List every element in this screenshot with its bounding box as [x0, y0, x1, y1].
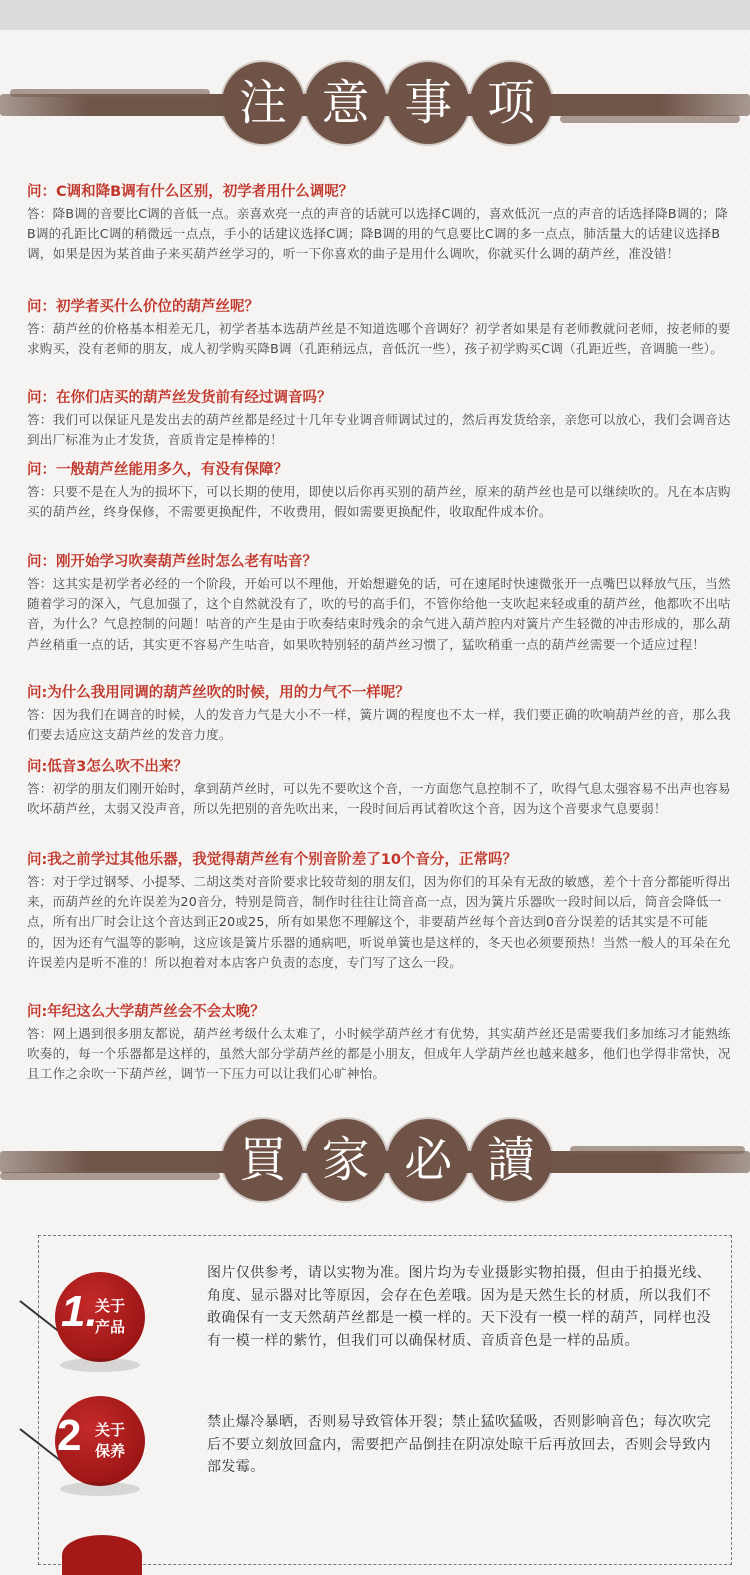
- banner-title-char: 必: [387, 1119, 469, 1201]
- banner-title-char: 買: [222, 1119, 304, 1201]
- badge-label: 关于产品: [95, 1297, 126, 1336]
- notice-text: 禁止爆冷暴晒，否则易导致管体开裂；禁止猛吹猛吸，否则影响音色；每次吹完后不要立刻放回盒内，需要把产品倒挂在阴凉处晾干后再放回去，否则会导致内部发霉。: [207, 1414, 711, 1476]
- brush-stroke-accent: [10, 89, 210, 97]
- faq-question: 问：在你们店买的葫芦丝发货前有经过调音吗？: [27, 390, 332, 406]
- banner-title-char: 项: [470, 62, 552, 144]
- top-bar: [0, 0, 750, 30]
- brush-stroke-accent: [560, 115, 740, 123]
- faq-answer: 答：我们可以保证凡是发出去的葫芦丝都是经过十几年专业调音师调试过的，然后再发货给亲，亲您可以放心，我们会调音达到出厂标准为止才发货，音质肯定是棒棒的！: [27, 412, 731, 448]
- notice-badge: [55, 1272, 145, 1362]
- notice-badge-partial: [62, 1535, 142, 1575]
- badge-shadow: [60, 1358, 140, 1372]
- faq-item: [27, 297, 733, 359]
- badge-label: 关于保养: [95, 1421, 126, 1460]
- faq-question: 问：一般葫芦丝能用多久，有没有保障？: [27, 462, 288, 478]
- brush-stroke-accent: [0, 1172, 220, 1180]
- faq-answer: 答：对于学过钢琴、小提琴、二胡这类对音阶要求比较苛刻的朋友们，因为你们的耳朵有无敌的敏感，差个十音分都能听得出来，而葫芦丝的允许误差为20音分，特别是筒音，制作时往往让筒音高一点，因为簧片乐器吹一段时间以后，筒音会降低一点，所有出厂时会让这个音达到正20或25，所有如果您不理解这个，非要葫芦丝每个音达到0音分误差的话其实是不可能的，因为还有气温等的影响，这应该是簧片乐器的通病吧，听说单簧也是这样的，冬天也必须要预热！当然一般人的耳朵在允许误差内是听不准的！所以抱着对本店客户负责的态度，专门写了这么一段。: [27, 874, 731, 970]
- notice-banner: [0, 55, 750, 155]
- faq-question: 问:我之前学过其他乐器，我觉得葫芦丝有个别音阶差了10个音分，正常吗？: [27, 852, 517, 868]
- banner-title-char: 注: [222, 62, 304, 144]
- banner-title: [222, 62, 552, 148]
- faq-item: [27, 388, 733, 450]
- faq-item: [27, 757, 733, 819]
- faq-item: [27, 182, 733, 265]
- faq-question: 问：初学者买什么价位的葫芦丝呢？: [27, 299, 259, 315]
- banner-title-char: 家: [305, 1119, 387, 1201]
- badge-shadow: [60, 1482, 140, 1496]
- faq-answer: 答：初学的朋友们刚开始时，拿到葫芦丝时，可以先不要吹这个音，一方面您气息控制不了，吹得气息太强容易不出声也容易吹坏葫芦丝，太弱又没声音，所以先把别的音先吹出来，一段时间后再试着吹这个音，因为这个音要求气息要弱！: [27, 781, 731, 817]
- faq-answer: 答：这其实是初学者必经的一个阶段，开始可以不理他，开始想避免的话，可在速尾时快速微张开一点嘴巴以释放气压，当然随着学习的深入，气息加强了，这个自然就没有了，吹的号的高手们，不管你给他一支吹起来轻或重的葫芦丝，他都吹不出咕音，为什么？气息控制的问题！咕音的产生是由于吹奏结束时残余的余气进入葫芦腔内对簧片产生轻微的冲击形成的，那么葫芦丝稍重一点的话，其实更不容易产生咕音，如果吹特别轻的葫芦丝习惯了，猛吹稍重一点的葫芦丝需要一个适应过程！: [27, 576, 731, 652]
- faq-question: 问:年纪这么大学葫芦丝会不会太晚？: [27, 1004, 265, 1020]
- faq-answer: 答：只要不是在人为的损坏下，可以长期的使用，即使以后你再买别的葫芦丝，原来的葫芦丝也是可以继续吹的。凡在本店购买的葫芦丝，终身保修，不需要更换配件，不收费用，假如需要更换配件，收取配件成本价。: [27, 484, 731, 520]
- faq-question: 问：刚开始学习吹奏葫芦丝时怎么老有咕音？: [27, 554, 317, 570]
- banner-title-char: 意: [305, 62, 387, 144]
- notice-text: 图片仅供参考，请以实物为准。图片均为专业摄影实物拍摄，但由于拍摄光线、角度、显示器对比等原因，会存在色差哦。因为是天然生长的材质，所以我们不敢确保有一支天然葫芦丝都是一模一样的。天下没有一模一样的葫芦，同样也没有一模一样的紫竹，但我们可以确保材质、音质音色是一样的品质。: [207, 1265, 711, 1349]
- faq-answer: 答：因为我们在调音的时候，人的发音力气是大小不一样，簧片调的程度也不太一样，我们要正确的吹响葫芦丝的音，那么我们要去适应这支葫芦丝的发音力度。: [27, 707, 731, 743]
- faq-item: [27, 850, 733, 973]
- faq-answer: 答：降B调的音要比C调的音低一点。亲喜欢亮一点的声音的话就可以选择C调的，喜欢低沉一点的声音的话选择降B调的；降B调的孔距比C调的稍微远一点点，手小的话建议选择C调；降B调的用的气息要比C调的多一点点，肺活量大的话建议选择B调，如果是因为某首曲子来买葫芦丝学习的，听一下你喜欢的曲子是用什么调吹，你就买什么调的葫芦丝，准没错！: [27, 206, 728, 262]
- badge-number: 2: [57, 1411, 82, 1460]
- banner-title: [222, 1119, 552, 1205]
- faq-answer: 答：葫芦丝的价格基本相差无几，初学者基本选葫芦丝是不知道选哪个音调好？初学者如果是有老师教就问老师，按老师的要求购买，没有老师的朋友，成人初学购买降B调（孔距稍远点，音低沉一些），孩子初学购买C调（孔距近些，音调脆一些）。: [27, 321, 731, 357]
- badge-number: 1.: [61, 1287, 98, 1336]
- faq-question: 问:为什么我用同调的葫芦丝吹的时候，用的力气不一样呢？: [27, 685, 410, 701]
- faq-answer: 答：网上遇到很多朋友都说，葫芦丝考级什么太难了，小时候学葫芦丝才有优势，其实葫芦丝还是需要我们多加练习才能熟练吹奏的，每一个乐器都是这样的，虽然大部分学葫芦丝的都是小朋友，但成年人学葫芦丝也越来越多，他们也学得非常快，况且工作之余吹一下葫芦丝，调节一下压力可以让我们心旷神怡。: [27, 1026, 731, 1082]
- brush-stroke-accent: [570, 1146, 745, 1154]
- banner-title-char: 讀: [470, 1119, 552, 1201]
- banner-title-char: 事: [387, 62, 469, 144]
- notice-badge: [55, 1396, 145, 1486]
- faq-item: [27, 683, 733, 745]
- faq-question: 问:低音3怎么吹不出来？: [27, 759, 188, 775]
- faq-item: [27, 552, 733, 655]
- faq-item: [27, 460, 733, 522]
- buyer-notice-banner: [0, 1112, 750, 1212]
- faq-item: [27, 1002, 733, 1085]
- faq-question: 问：C调和降B调有什么区别，初学者用什么调呢？: [27, 184, 354, 200]
